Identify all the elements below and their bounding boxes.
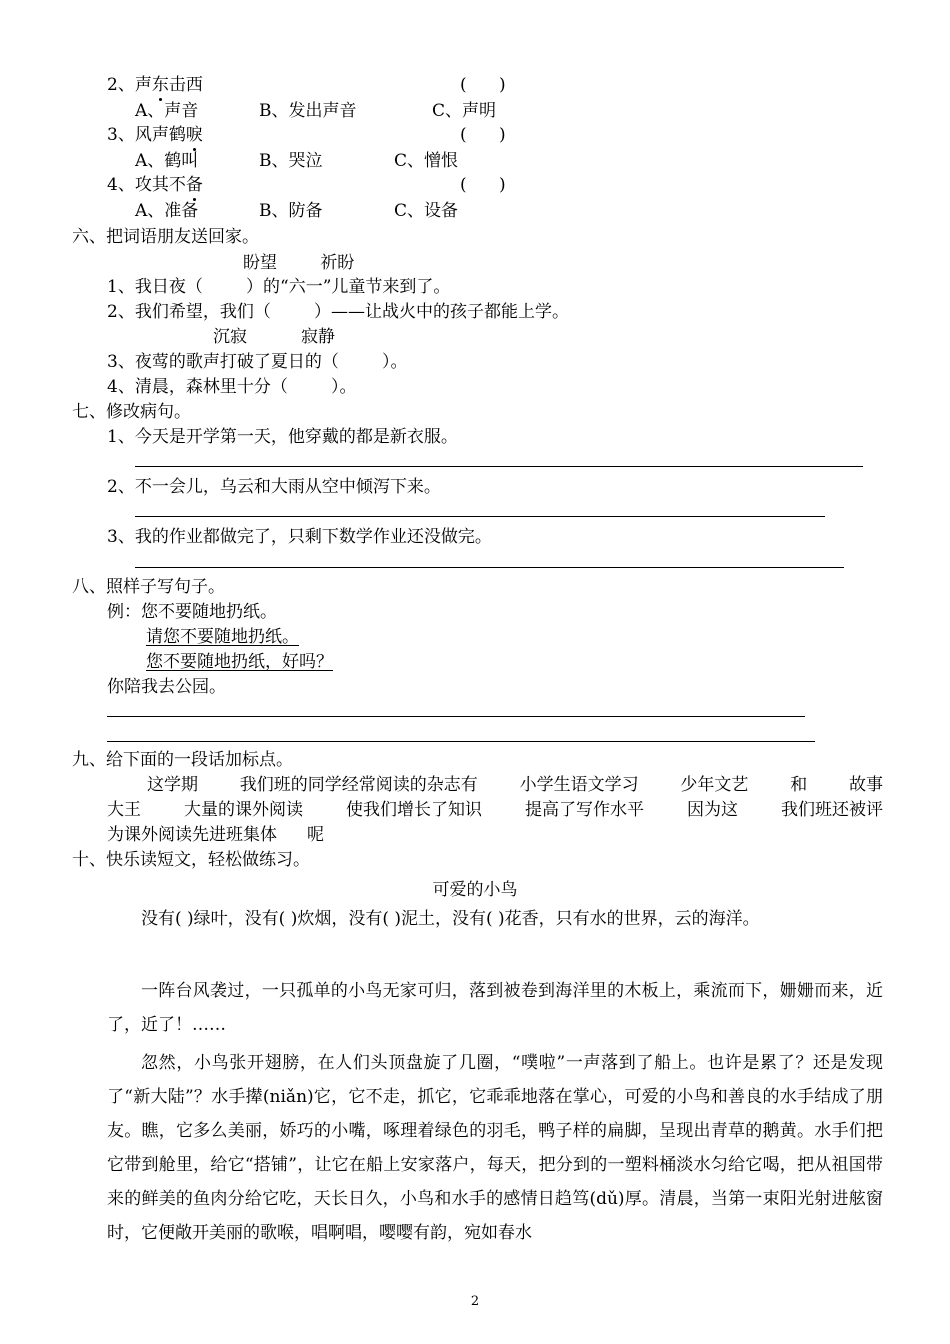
phrase: 故事: [848, 775, 883, 795]
phrase: 小学生语文学习: [519, 775, 639, 795]
answer-line[interactable]: [107, 741, 815, 742]
passage-paragraph-2: 一阵台风袭过，一只孤单的小鸟无家可归，落到被卷到海洋里的木板上，乘流而下，姗姗而来，近了，近了！……: [107, 981, 883, 1035]
page-number: 2: [470, 1294, 480, 1309]
q8-example-answer-1: 请您不要随地扔纸。: [146, 627, 299, 647]
q9-passage: [107, 774, 883, 849]
q5-item-4: 4、攻其不备: [107, 175, 203, 195]
phrase: 少年文艺: [680, 775, 749, 795]
q7-heading: 七、修改病句。: [72, 402, 191, 422]
q5-option-c: C、憎恨: [394, 151, 459, 171]
q7-sentence-2: 2、不一会儿，乌云和大雨从空中倾泻下来。: [107, 477, 441, 497]
answer-line[interactable]: [135, 466, 863, 467]
answer-line[interactable]: [135, 516, 825, 517]
phrase: 为课外阅读先进班集体: [107, 825, 277, 845]
q8-task-sentence: 你陪我去公园。: [107, 677, 226, 697]
answer-line[interactable]: [135, 567, 844, 568]
q6-sentence-3[interactable]: 3、夜莺的歌声打破了夏日的（ ）。: [107, 352, 408, 372]
q6-sentence-4[interactable]: 4、清晨，森林里十分（ ）。: [107, 377, 357, 397]
phrase: 呢: [307, 825, 324, 845]
q9-passage-line: [107, 799, 883, 824]
phrase: 大王: [107, 800, 141, 820]
q5-option-a: A、鹤叫: [135, 151, 199, 171]
passage-paragraph-1[interactable]: 没有( )绿叶，没有( )炊烟，没有( )泥土，没有( )花香，只有水的世界，云的海洋。: [141, 909, 760, 929]
q5-option-a: A、声音: [135, 101, 199, 121]
phrase: 因为这: [687, 800, 738, 820]
q6-heading: 六、把词语朋友送回家。: [72, 227, 259, 247]
q5-answer-paren-2[interactable]: ( ): [460, 75, 506, 95]
phrase: 和: [790, 775, 808, 795]
q5-item-2: 2、声东击西: [107, 75, 203, 95]
phrase: 使我们增长了知识: [346, 800, 482, 820]
q5-option-b: B、哭泣: [259, 151, 323, 171]
emphasis-dot-char: 唳: [185, 125, 203, 145]
q6-word-bank-1: 盼望 祈盼: [243, 253, 355, 273]
answer-line[interactable]: [107, 716, 805, 717]
q9-passage-line: [107, 824, 883, 849]
q5-item-3: 3、风声鹤唳: [107, 125, 203, 145]
q6-word-bank-2: 沉寂 寂静: [213, 327, 336, 347]
phrase: 提高了写作水平: [525, 800, 644, 820]
q5-option-b: B、防备: [259, 201, 323, 221]
phrase: 我们班的同学经常阅读的杂志有: [239, 775, 478, 795]
q7-sentence-3: 3、我的作业都做完了，只剩下数学作业还没做完。: [107, 527, 492, 547]
q6-sentence-2[interactable]: 2、我们希望，我们（ ）——让战火中的孩子都能上学。: [107, 302, 570, 322]
q8-example: 例：您不要随地扔纸。: [107, 602, 277, 622]
q8-heading: 八、照样子写句子。: [72, 577, 225, 597]
q7-sentence-1: 1、今天是开学第一天，他穿戴的都是新衣服。: [107, 427, 458, 447]
phrase: 大量的课外阅读: [184, 800, 303, 820]
q5-option-b: B、发出声音: [259, 101, 357, 121]
emphasis-dot-char: 东: [151, 75, 169, 95]
q10-heading: 十、快乐读短文，轻松做练习。: [72, 850, 310, 870]
phrase: 这学期: [147, 775, 198, 795]
q5-answer-paren-3[interactable]: ( ): [460, 125, 506, 145]
emphasis-dot-char: 备: [185, 175, 203, 195]
phrase: 我们班还被评: [781, 800, 883, 820]
q9-heading: 九、给下面的一段话加标点。: [72, 750, 293, 770]
q5-option-c: C、设备: [394, 201, 459, 221]
q5-option-a: A、准备: [135, 201, 199, 221]
passage-title: 可爱的小鸟: [432, 880, 518, 900]
q9-passage-line: [107, 774, 883, 799]
q8-example-answer-2: 您不要随地扔纸，好吗？: [146, 652, 333, 672]
q6-sentence-1[interactable]: 1、我日夜（ ）的“六一”儿童节来到了。: [107, 277, 451, 297]
q5-answer-paren-4[interactable]: ( ): [460, 175, 506, 195]
q5-option-c: C、声明: [432, 101, 497, 121]
passage-paragraph-3: 忽然，小鸟张开翅膀，在人们头顶盘旋了几圈，“噗啦”一声落到了船上。也许是累了？还是发现了“新大陆”？水手撵(niǎn)它，它不走，抓它，它乖乖地落在掌心，可爱的小鸟和善良的水手结成了朋友。瞧，它多么美丽，娇巧的小嘴，啄理着绿色的羽毛，鸭子样的扁脚，呈现出青草的鹅黄。水手们把它带到舱里，给它“搭铺”，让它在船上安家落户，每天，把分到的一塑料桶淡水匀给它喝，把从祖国带来的鲜美的鱼肉分给它吃，天长日久，小鸟和水手的感情日趋笃(dǔ)厚。清晨，当第一束阳光射进舷窗时，它便敞开美丽的歌喉，唱啊唱，嘤嘤有韵，宛如春水: [107, 1053, 883, 1243]
